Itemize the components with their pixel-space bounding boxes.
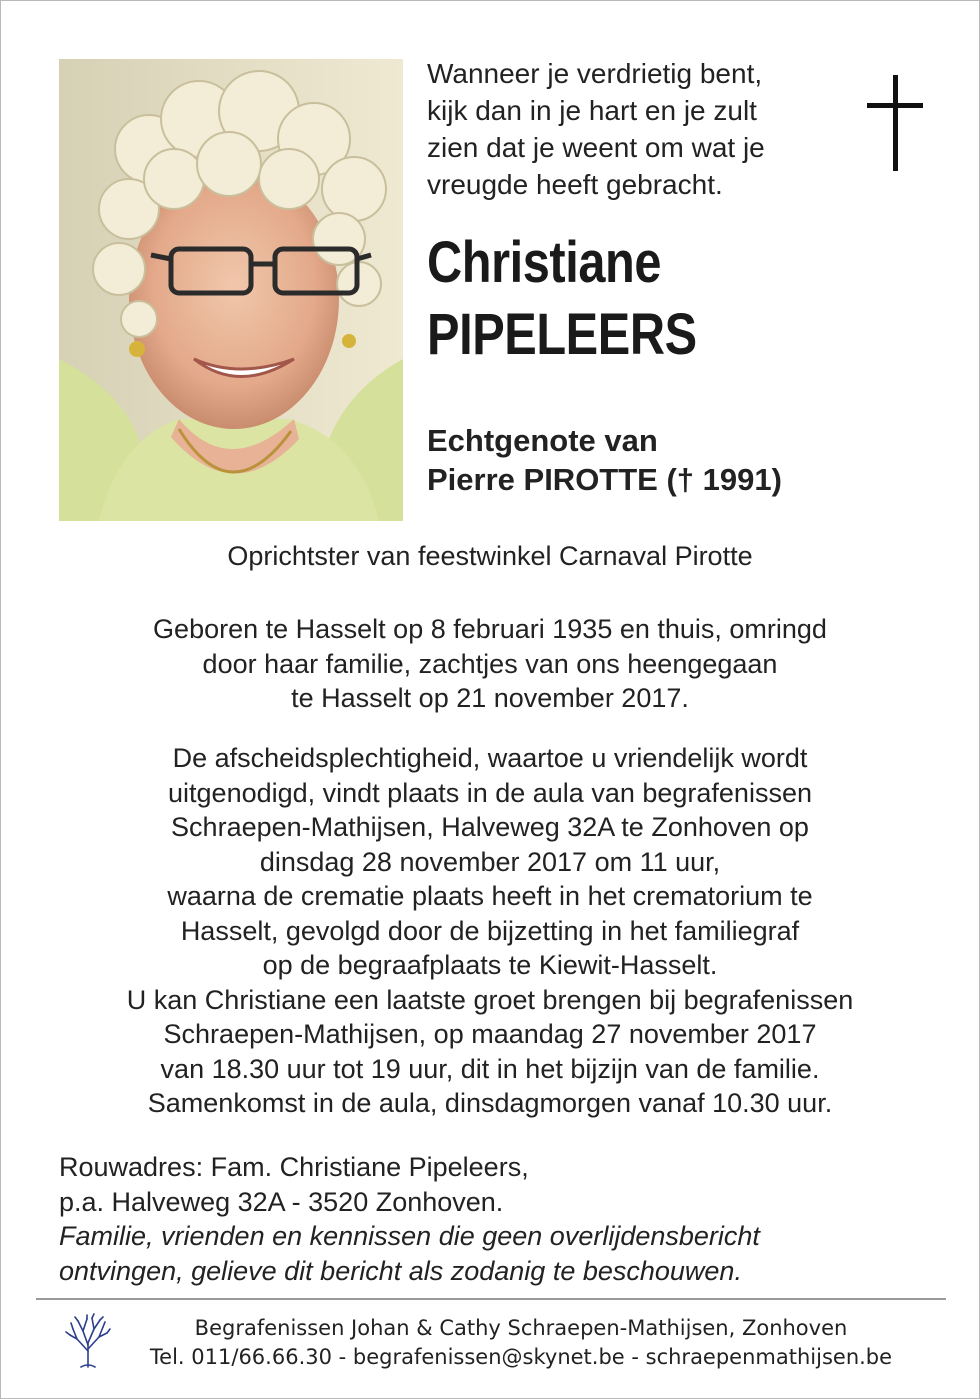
ceremony-line: van 18.30 uur tot 19 uur, dit in het bijzijn van de familie. [160,1053,820,1084]
notice-line: Familie, vrienden en kennissen die geen overlijdensbericht [59,1221,760,1251]
birth-line: door haar familie, zachtjes van ons heengegaan [202,648,778,679]
footer-divider [36,1298,946,1300]
ceremony-line: op de begraafplaats te Kiewit-Hasselt. [262,950,718,980]
poem-line: kijk dan in je hart en je zult [427,95,757,126]
ceremony-line: uitgenodigd, vindt plaats in de aula van begrafenissen [168,777,812,808]
notice-line: ontvingen, gelieve dit bericht als zodanig te beschouwen. [59,1255,742,1286]
poem-line: zien dat je weent om wat je [427,132,765,163]
ceremony-line: dinsdag 28 november 2017 om 11 uur, [259,846,721,877]
poem-line: Wanneer je verdrietig bent, [427,58,763,89]
first-name: Christiane [427,230,662,295]
poem-line: vreugde heeft gebracht. [427,169,723,200]
ceremony-line: Samenkomst in de aula, dinsdagmorgen vanaf 10.30 uur. [147,1088,833,1118]
ceremony-text [31,741,949,1121]
ceremony-line: U kan Christiane een laatste groet brengen bij begrafenissen [126,984,854,1015]
ceremony-line: Schraepen-Mathijsen, op maandag 27 november 2017 [163,1019,817,1049]
last-name: PIPELEERS [427,302,697,367]
spouse-info [427,421,782,499]
address-line: Rouwadres: Fam. Christiane Pipeleers, [59,1152,529,1182]
birth-line: te Hasselt op 21 november 2017. [291,683,689,713]
mourning-address [59,1150,939,1288]
birth-death-text [31,612,949,716]
spouse-name: Pierre PIROTTE († 1991) [427,462,782,497]
deceased-name [427,227,697,371]
ceremony-line: De afscheidsplechtigheid, waartoe u vriendelijk wordt [172,743,808,773]
address-line: p.a. Halveweg 32A - 3520 Zonhoven. [59,1186,504,1217]
birth-line: Geboren te Hasselt op 8 februari 1935 en thuis, omringd [153,614,827,644]
funeral-home-footer [121,1314,921,1372]
founder-text: Oprichtster van feestwinkel Carnaval Pirotte [227,541,753,571]
funeral-home-contact: Tel. 011/66.66.30 - begrafenissen@skynet.be - schraepenmathijsen.be [149,1345,893,1369]
ceremony-line: waarna de crematie plaats heeft in het crematorium te [167,881,813,911]
founder-line [31,539,949,574]
portrait-photo [59,59,403,521]
cross-icon [867,75,923,171]
ceremony-line: Schraepen-Mathijsen, Halveweg 32A te Zonhoven op [171,812,809,842]
ceremony-line: Hasselt, gevolgd door de bijzetting in het familiegraf [180,915,800,946]
spouse-label: Echtgenote van [427,423,658,458]
tree-icon [63,1313,113,1369]
poem [427,55,847,203]
funeral-home-name: Begrafenissen Johan & Cathy Schraepen-Mathijsen, Zonhoven [194,1316,848,1340]
